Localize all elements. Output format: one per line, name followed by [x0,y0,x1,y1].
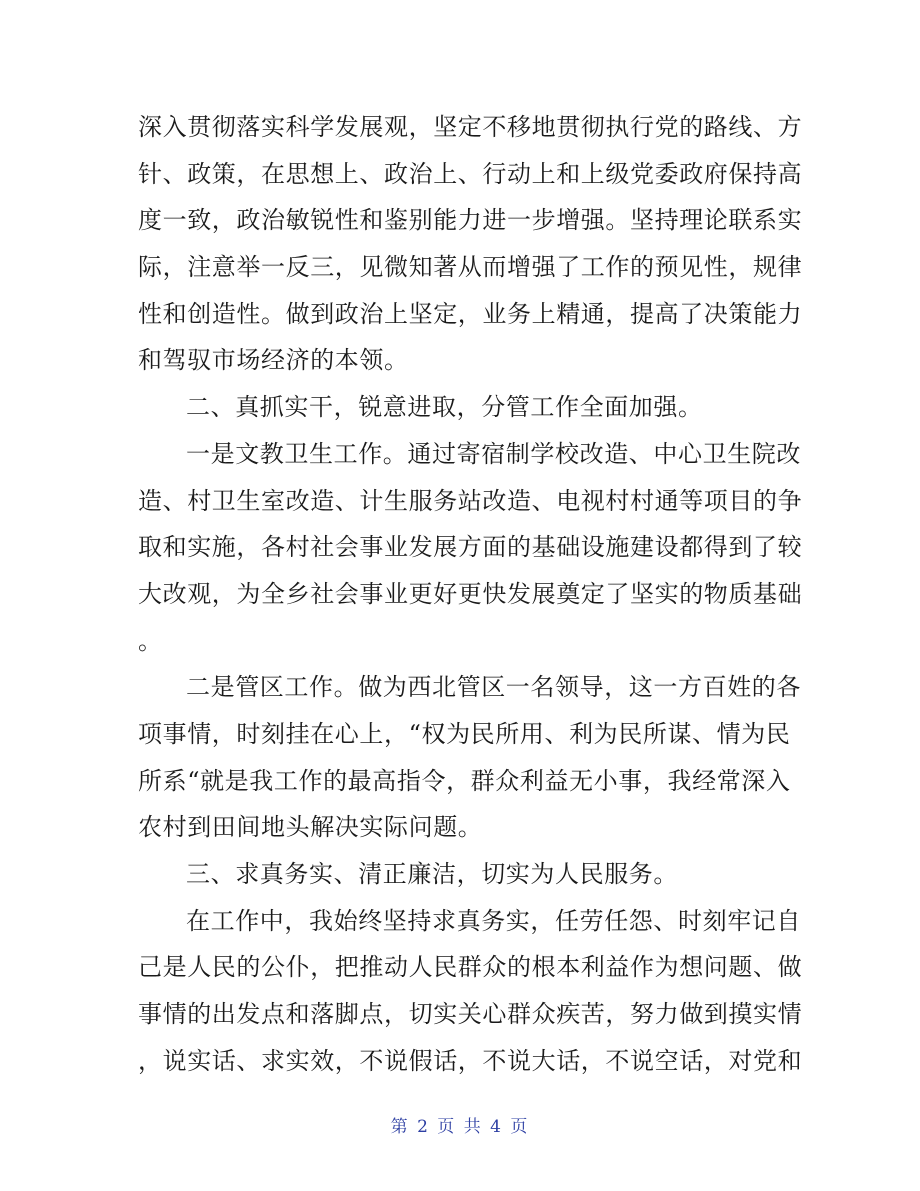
text-line: 三、求真务实、清正廉洁，切实为人民服务。 [186,860,678,888]
text-line: 己是人民的公仆，把推动人民群众的根本利益作为想问题、做 [138,953,803,982]
text-line: 事情的出发点和落脚点，切实关心群众疾苦，努力做到摸实情 [138,1000,803,1029]
text-line: 大改观，为全乡社会事业更好更快发展奠定了坚实的物质基础 [138,579,803,608]
text-line: 一是文教卫生工作。通过寄宿制学校改造、中心卫生院改 [186,439,801,468]
text-line: 项事情，时刻挂在心上，“权为民所用、利为民所谋、情为民 [138,719,791,748]
text-line: 二是管区工作。做为西北管区一名领导，这一方百姓的各 [186,673,801,702]
text-line: 农村到田间地头解决实际问题。 [138,813,483,842]
text-line: 和驾驭市场经济的本领。 [138,346,409,375]
page-footer: 第 2 页 共 4 页 [390,1117,530,1137]
text-line: 针、政策，在思想上、政治上、行动上和上级党委政府保持高 [138,159,803,188]
text-line: ，说实话、求实效，不说假话，不说大话，不说空话，对党和 [138,1046,803,1075]
text-line: 性和创造性。做到政治上坚定，业务上精通，提高了决策能力 [138,299,803,328]
document-body [138,104,803,1084]
text-line: 在工作中，我始终坚持求真务实，任劳任怨、时刻牢记自 [186,906,801,935]
text-line: 造、村卫生室改造、计生服务站改造、电视村村通等项目的争 [138,486,803,515]
text-line: 所系“就是我工作的最高指令，群众利益无小事，我经常深入 [138,766,791,795]
text-line: 取和实施，各村社会事业发展方面的基础设施建设都得到了较 [138,533,803,562]
text-line: 二、真抓实干，锐意进取，分管工作全面加强。 [186,393,703,422]
text-line: 度一致，政治敏锐性和鉴别能力进一步增强。坚持理论联系实 [138,206,803,235]
text-line: 深入贯彻落实科学发展观，坚定不移地贯彻执行党的路线、方 [138,113,803,141]
text-line: 。 [138,626,163,655]
text-line: 际，注意举一反三，见微知著从而增强了工作的预见性，规律 [138,253,803,282]
